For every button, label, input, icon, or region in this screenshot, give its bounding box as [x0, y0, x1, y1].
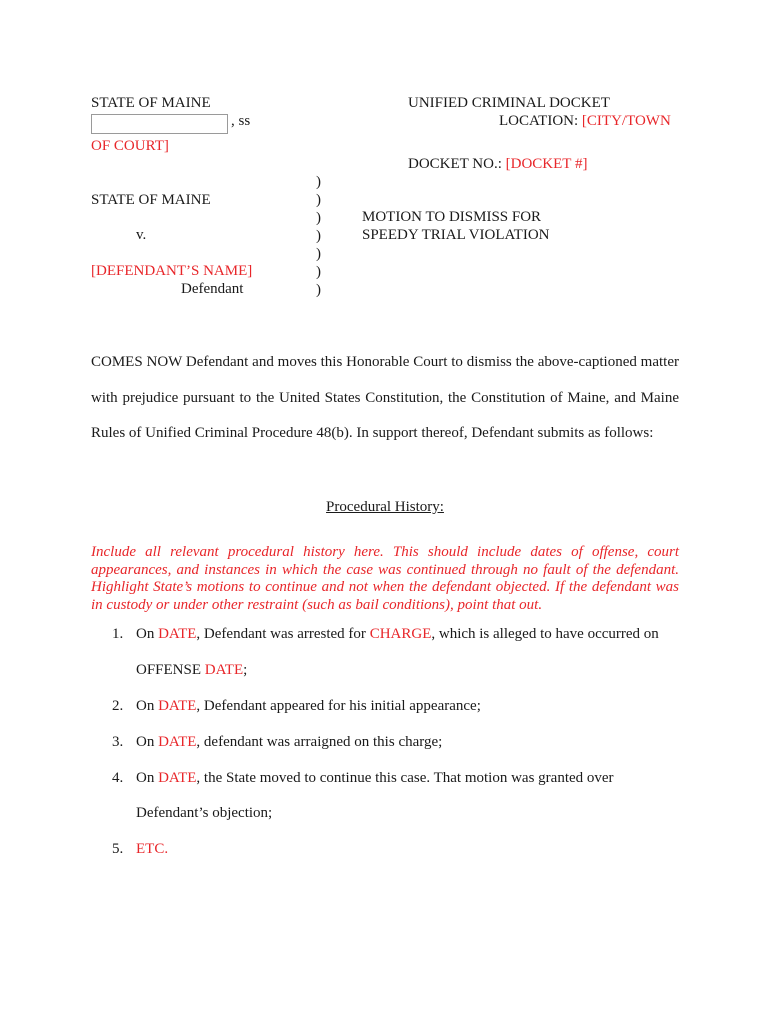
docket-line [408, 155, 587, 173]
caption-paren: ) [316, 174, 321, 190]
list-number: 5. [112, 841, 124, 857]
location-placeholder-continued: OF COURT] [91, 138, 169, 154]
defendant-name-placeholder: [DEFENDANT’S NAME] [91, 263, 253, 279]
date-placeholder: DATE [158, 626, 197, 642]
docket-label: DOCKET NO.: [408, 156, 502, 172]
defendant-label: Defendant [181, 281, 244, 297]
intro-paragraph: COMES NOW Defendant and moves this Honorable Court to dismiss the above-captioned matter with prejudice pursuant to the United States Constitution, the Constitution of Maine, and Maine Rules of Unified Criminal Procedure 48(b). In support thereof, Defendant submits as follows: [91, 354, 679, 441]
caption-paren: ) [316, 282, 321, 298]
docket-placeholder: [DOCKET #] [505, 156, 588, 172]
charge-placeholder: CHARGE [369, 626, 432, 642]
caption-paren: ) [316, 192, 321, 208]
location-label: LOCATION: [499, 113, 579, 129]
list-number: 3. [112, 734, 124, 750]
list-text: On DATE, the State moved to continue this case. That motion was granted over [136, 770, 614, 786]
county-field[interactable] [91, 114, 228, 134]
drafting-instructions: Include all relevant procedural history here. This should include dates of offense, court appearances, and instances in which the case was continued through no fault of the defendant. Highlight State’s motions to continue and not when the defendant objected. If the defendant was in custody or under other restraint (such as bail conditions), point that out. [91, 544, 679, 613]
list-text: OFFENSE DATE; [136, 662, 248, 678]
list-text: On DATE, defendant was arraigned on this charge; [136, 734, 443, 750]
caption-paren: ) [316, 264, 321, 280]
docket-office: UNIFIED CRIMINAL DOCKET [408, 95, 610, 111]
etc-placeholder: ETC. [136, 841, 169, 857]
caption-paren: ) [316, 228, 321, 244]
caption-paren: ) [316, 246, 321, 262]
motion-title-line-1: MOTION TO DISMISS FOR [362, 209, 542, 225]
location-placeholder: [CITY/TOWN [581, 113, 671, 129]
list-text: On DATE, Defendant appeared for his initial appearance; [136, 698, 481, 714]
list-number: 4. [112, 770, 124, 786]
date-placeholder: DATE [158, 698, 197, 714]
list-text: Defendant’s objection; [136, 805, 273, 821]
list-number: 1. [112, 626, 124, 642]
motion-title-line-2: SPEEDY TRIAL VIOLATION [362, 227, 550, 243]
versus: v. [136, 227, 147, 243]
court-state: STATE OF MAINE [91, 95, 211, 111]
date-placeholder: DATE [158, 734, 197, 750]
county-suffix: , ss [231, 113, 251, 129]
date-placeholder: DATE [158, 770, 197, 786]
location-line [499, 112, 671, 130]
offense-date-placeholder: DATE [204, 662, 244, 678]
section-heading: Procedural History: [326, 499, 444, 515]
plaintiff-name: STATE OF MAINE [91, 192, 211, 208]
caption-paren: ) [316, 210, 321, 226]
list-number: 2. [112, 698, 124, 714]
list-text: On DATE, Defendant was arrested for CHARGE, which is alleged to have occurred on [136, 626, 659, 642]
